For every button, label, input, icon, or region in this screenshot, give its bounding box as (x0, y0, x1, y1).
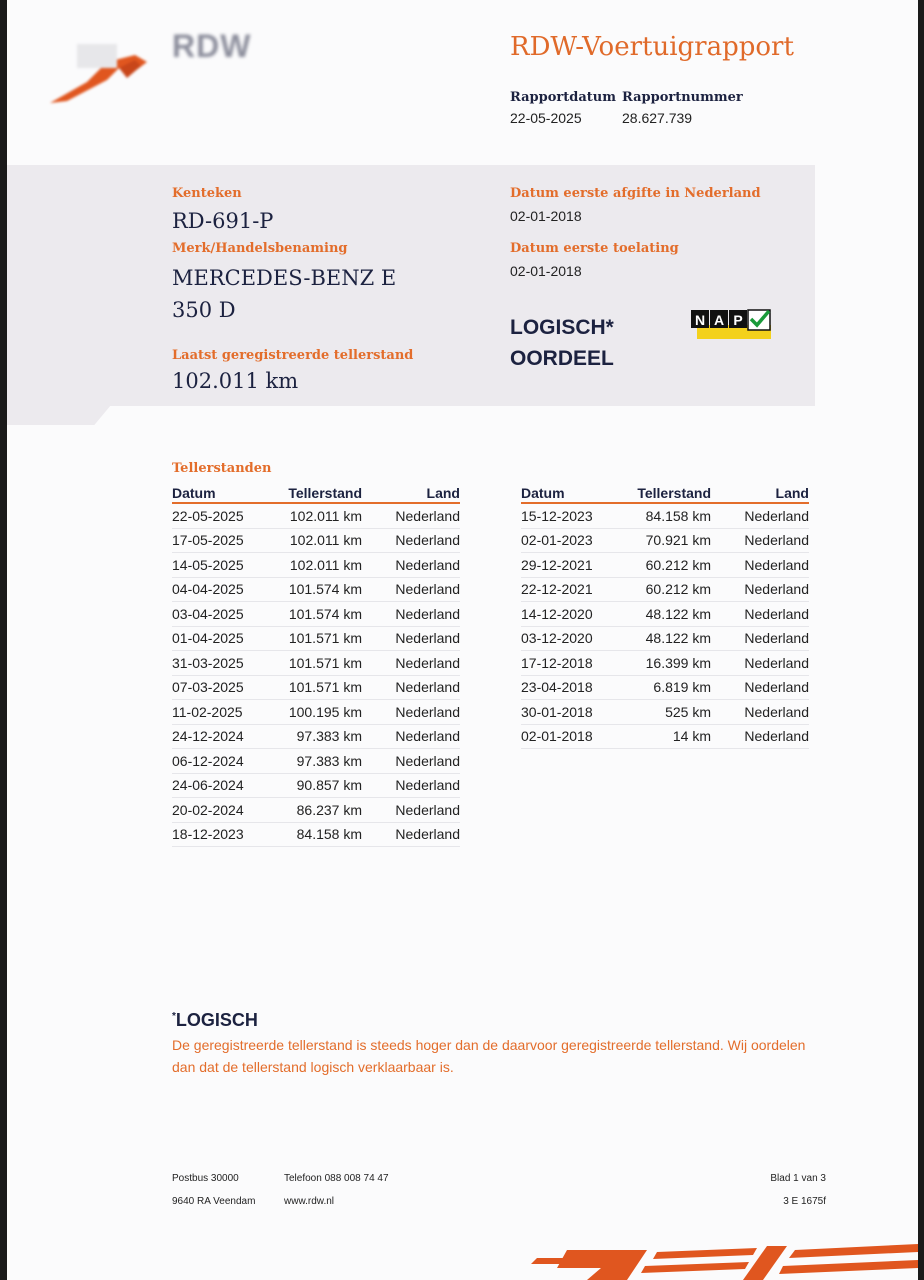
afgifte-label: Datum eerste afgifte in Nederland (510, 186, 761, 201)
cell-land: Nederland (362, 602, 460, 627)
nap-badge (691, 308, 773, 340)
table-row (521, 724, 809, 749)
table-row (172, 577, 460, 602)
footer-page: Blad 1 van 3 (770, 1173, 826, 1184)
cell-datum: 02-01-2023 (521, 528, 631, 553)
cell-tellerstand: 84.158 km (282, 822, 362, 847)
cell-tellerstand: 101.574 km (282, 577, 362, 602)
nap-letter-p: P (733, 312, 743, 328)
merk-value-line1: MERCEDES-BENZ E (172, 266, 397, 290)
table-row (172, 675, 460, 700)
overview-panel (7, 165, 815, 406)
cell-datum: 04-04-2025 (172, 577, 282, 602)
report-date-label: Rapportdatum (510, 90, 616, 105)
note-text: De geregistreerde tellerstand is steeds hoger dan de daarvoor geregistreerde tellerstand. Wij oordelen dan dat de tellerstand logisch verklaarbaar is. (172, 1037, 806, 1075)
table-row (521, 528, 809, 553)
table-row (172, 798, 460, 823)
nap-letter-a: A (713, 312, 725, 328)
cell-land: Nederland (711, 528, 809, 553)
cell-tellerstand: 6.819 km (631, 675, 711, 700)
cell-land: Nederland (362, 577, 460, 602)
cell-land: Nederland (362, 528, 460, 553)
table-row (521, 675, 809, 700)
cell-datum: 22-05-2025 (172, 503, 282, 528)
cell-datum: 07-03-2025 (172, 675, 282, 700)
report-title: RDW-Voertuigrapport (510, 32, 794, 62)
footer-code: 3 E 1675f (783, 1196, 826, 1207)
cell-tellerstand: 60.212 km (631, 577, 711, 602)
report-number: 28.627.739 (622, 110, 693, 126)
cell-land: Nederland (362, 749, 460, 774)
col-tellerstand: Tellerstand (631, 483, 711, 503)
rdw-logo-text: RDW (172, 28, 252, 64)
col-datum: Datum (172, 483, 282, 503)
col-tellerstand: Tellerstand (282, 483, 362, 503)
note-asterisk: * (172, 1011, 176, 1022)
tellerstanden-title: Tellerstanden (172, 461, 272, 476)
footer-city: 9640 RA Veendam (172, 1196, 256, 1207)
cell-datum: 11-02-2025 (172, 700, 282, 725)
cell-datum: 30-01-2018 (521, 700, 631, 725)
rdw-logo (47, 22, 277, 112)
afgifte-value: 02-01-2018 (510, 208, 582, 224)
cell-land: Nederland (711, 503, 809, 528)
cell-land: Nederland (362, 773, 460, 798)
table-row (521, 651, 809, 676)
table-row (172, 700, 460, 725)
cell-tellerstand: 101.571 km (282, 675, 362, 700)
cell-tellerstand: 101.574 km (282, 602, 362, 627)
cell-datum: 15-12-2023 (521, 503, 631, 528)
col-land: Land (362, 483, 460, 503)
cell-datum: 23-04-2018 (521, 675, 631, 700)
cell-land: Nederland (362, 553, 460, 578)
table-row (172, 749, 460, 774)
cell-land: Nederland (362, 724, 460, 749)
table-row (172, 651, 460, 676)
cell-datum: 24-06-2024 (172, 773, 282, 798)
cell-tellerstand: 100.195 km (282, 700, 362, 725)
table-row (172, 626, 460, 651)
cell-tellerstand: 90.857 km (282, 773, 362, 798)
table-row (172, 822, 460, 847)
table-row (172, 602, 460, 627)
table-row (521, 626, 809, 651)
overview-panel-tail (7, 405, 111, 425)
table-row (521, 503, 809, 528)
cell-land: Nederland (362, 626, 460, 651)
toelating-value: 02-01-2018 (510, 263, 582, 279)
cell-tellerstand: 86.237 km (282, 798, 362, 823)
cell-datum: 17-12-2018 (521, 651, 631, 676)
footer-telefoon: Telefoon 088 008 74 47 (284, 1173, 389, 1184)
cell-land: Nederland (362, 503, 460, 528)
rdw-logo-icon (47, 22, 177, 112)
cell-datum: 03-12-2020 (521, 626, 631, 651)
cell-land: Nederland (362, 798, 460, 823)
table-row (521, 577, 809, 602)
table-row (172, 724, 460, 749)
tellerstanden-table-right (521, 483, 809, 749)
cell-datum: 02-01-2018 (521, 724, 631, 749)
table-row (521, 700, 809, 725)
cell-datum: 14-05-2025 (172, 553, 282, 578)
cell-datum: 06-12-2024 (172, 749, 282, 774)
note-title (172, 1010, 258, 1031)
table-row (521, 553, 809, 578)
cell-tellerstand: 525 km (631, 700, 711, 725)
report-page (7, 0, 918, 1280)
merk-label: Merk/Handelsbenaming (172, 241, 348, 256)
brand-swoosh-graphic (527, 1240, 918, 1280)
col-land: Land (711, 483, 809, 503)
kenteken-label: Kenteken (172, 186, 242, 201)
cell-land: Nederland (711, 651, 809, 676)
table-row (172, 503, 460, 528)
note-title-text: LOGISCH (175, 1010, 258, 1030)
cell-tellerstand: 97.383 km (282, 724, 362, 749)
report-date: 22-05-2025 (510, 110, 582, 126)
cell-land: Nederland (711, 724, 809, 749)
table-row (172, 528, 460, 553)
cell-tellerstand: 102.011 km (282, 503, 362, 528)
cell-land: Nederland (362, 675, 460, 700)
footer-postbus: Postbus 30000 (172, 1173, 239, 1184)
cell-tellerstand: 70.921 km (631, 528, 711, 553)
table-header-row (521, 483, 809, 503)
cell-datum: 03-04-2025 (172, 602, 282, 627)
cell-datum: 20-02-2024 (172, 798, 282, 823)
verdict-line2: OORDEEL (510, 347, 614, 370)
cell-land: Nederland (362, 700, 460, 725)
table-row (521, 602, 809, 627)
table-header-row (172, 483, 460, 503)
cell-land: Nederland (711, 626, 809, 651)
cell-tellerstand: 16.399 km (631, 651, 711, 676)
col-datum: Datum (521, 483, 631, 503)
cell-tellerstand: 14 km (631, 724, 711, 749)
cell-tellerstand: 101.571 km (282, 626, 362, 651)
footer-web-link[interactable]: www.rdw.nl (284, 1196, 335, 1207)
cell-land: Nederland (711, 700, 809, 725)
cell-datum: 17-05-2025 (172, 528, 282, 553)
cell-tellerstand: 102.011 km (282, 553, 362, 578)
tellerstanden-table-left (172, 483, 460, 847)
cell-tellerstand: 60.212 km (631, 553, 711, 578)
last-teller-value: 102.011 km (172, 369, 299, 393)
cell-tellerstand: 102.011 km (282, 528, 362, 553)
nap-letter-n: N (694, 312, 706, 328)
cell-land: Nederland (711, 675, 809, 700)
merk-value-line2: 350 D (172, 298, 236, 322)
verdict (510, 312, 614, 374)
cell-datum: 22-12-2021 (521, 577, 631, 602)
toelating-label: Datum eerste toelating (510, 241, 679, 256)
cell-land: Nederland (711, 553, 809, 578)
cell-tellerstand: 48.122 km (631, 602, 711, 627)
table-row (172, 553, 460, 578)
cell-datum: 29-12-2021 (521, 553, 631, 578)
cell-land: Nederland (711, 602, 809, 627)
cell-land: Nederland (362, 822, 460, 847)
cell-land: Nederland (711, 577, 809, 602)
cell-tellerstand: 84.158 km (631, 503, 711, 528)
last-teller-label: Laatst geregistreerde tellerstand (172, 348, 414, 363)
cell-datum: 31-03-2025 (172, 651, 282, 676)
cell-tellerstand: 97.383 km (282, 749, 362, 774)
cell-datum: 24-12-2024 (172, 724, 282, 749)
cell-datum: 14-12-2020 (521, 602, 631, 627)
report-number-label: Rapportnummer (622, 90, 743, 105)
kenteken-value: RD-691-P (172, 209, 274, 233)
cell-datum: 01-04-2025 (172, 626, 282, 651)
verdict-line1: LOGISCH* (510, 316, 614, 339)
cell-tellerstand: 101.571 km (282, 651, 362, 676)
cell-tellerstand: 48.122 km (631, 626, 711, 651)
cell-datum: 18-12-2023 (172, 822, 282, 847)
cell-land: Nederland (362, 651, 460, 676)
table-row (172, 773, 460, 798)
